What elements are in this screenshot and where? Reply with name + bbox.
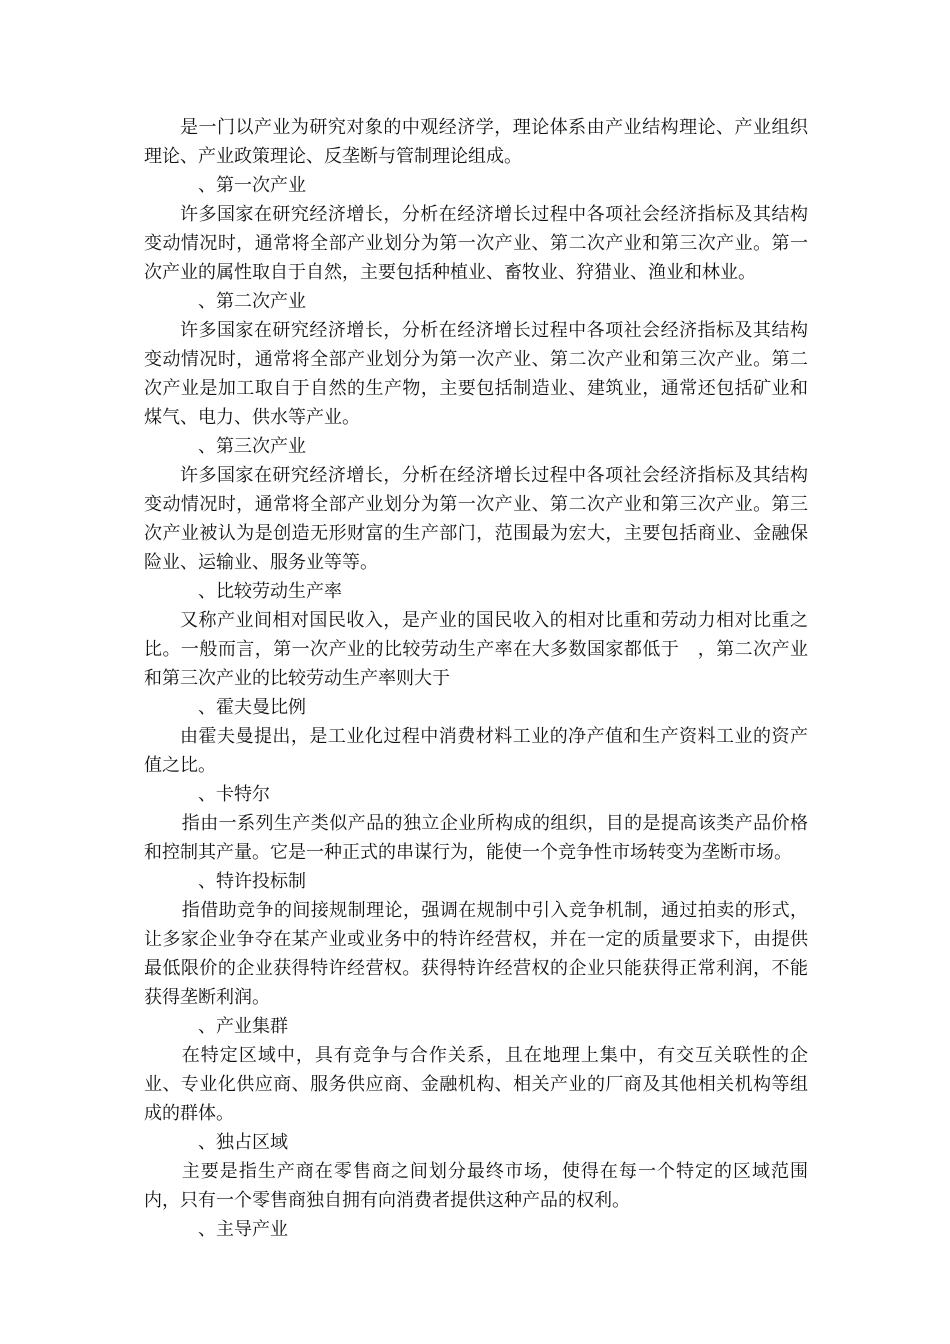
section-heading-exclusive-territory: 、独占区域 (198, 1132, 288, 1153)
section-body-exclusive-territory: 主要是指生产商在零售商之间划分最终市场，使得在每一个特定的区域范围内，只有一个零售商独自拥有向消费者提供这种产品的权利。 (144, 1161, 808, 1211)
section-body-industrial-cluster: 在特定区域中，具有竞争与合作关系，且在地理上集中，有交互关联性的企业、专业化供应商、服务供应商、金融机构、相关产业的厂商及其他相关机构等组成的群体。 (144, 1045, 808, 1124)
section-body-cartel: 指由一系列生产类似产品的独立企业所构成的组织，目的是提高该类产品价格和控制其产量。它是一种正式的串谋行为，能使一个竞争性市场转变为垄断市场。 (144, 813, 808, 863)
section-heading-tertiary-industry: 、第三次产业 (198, 436, 306, 457)
section-body-primary-industry: 许多国家在研究经济增长，分析在经济增长过程中各项社会经济指标及其结构变动情况时，通常将全部产业划分为第一次产业、第二次产业和第三次产业。第一次产业的属性取自于自然，主要包括种植业、畜牧业、狩猎业、渔业和林业。 (144, 204, 808, 283)
section-body-comparative-labor-productivity: 又称产业间相对国民收入，是产业的国民收入的相对比重和劳动力相对比重之比。一般而言，第一次产业的比较劳动生产率在大多数国家都低于 ，第二次产业和第三次产业的比较劳动生产率则大于 (144, 610, 808, 689)
section-heading-leading-industry: 、主导产业 (198, 1219, 288, 1240)
document-body (144, 113, 808, 1244)
section-body-tertiary-industry: 许多国家在研究经济增长，分析在经济增长过程中各项社会经济指标及其结构变动情况时，通常将全部产业划分为第一次产业、第二次产业和第三次产业。第三次产业被认为是创造无形财富的生产部门，范围最为宏大，主要包括商业、金融保险业、运输业、服务业等等。 (144, 465, 808, 573)
section-heading-franchise-bidding: 、特许投标制 (198, 871, 306, 892)
section-heading-secondary-industry: 、第二次产业 (198, 291, 306, 312)
section-heading-comparative-labor-productivity: 、比较劳动生产率 (198, 581, 342, 602)
intro-paragraph: 是一门以产业为研究对象的中观经济学，理论体系由产业结构理论、产业组织理论、产业政策理论、反垄断与管制理论组成。 (144, 117, 808, 167)
section-body-hoffmann-ratio: 由霍夫曼提出，是工业化过程中消费材料工业的净产值和生产资料工业的资产值之比。 (144, 726, 808, 776)
section-heading-primary-industry: 、第一次产业 (198, 175, 306, 196)
section-body-franchise-bidding: 指借助竞争的间接规制理论，强调在规制中引入竞争机制，通过拍卖的形式，让多家企业争夺在某产业或业务中的特许经营权，并在一定的质量要求下，由提供最低限价的企业获得特许经营权。获得特许经营权的企业只能获得正常利润，不能获得垄断利润。 (144, 900, 808, 1008)
section-heading-hoffmann-ratio: 、霍夫曼比例 (198, 697, 306, 718)
section-heading-cartel: 、卡特尔 (198, 784, 270, 805)
section-body-secondary-industry: 许多国家在研究经济增长，分析在经济增长过程中各项社会经济指标及其结构变动情况时，通常将全部产业划分为第一次产业、第二次产业和第三次产业。第二次产业是加工取自于自然的生产物，主要包括制造业、建筑业，通常还包括矿业和煤气、电力、供水等产业。 (144, 320, 808, 428)
section-heading-industrial-cluster: 、产业集群 (198, 1016, 288, 1037)
